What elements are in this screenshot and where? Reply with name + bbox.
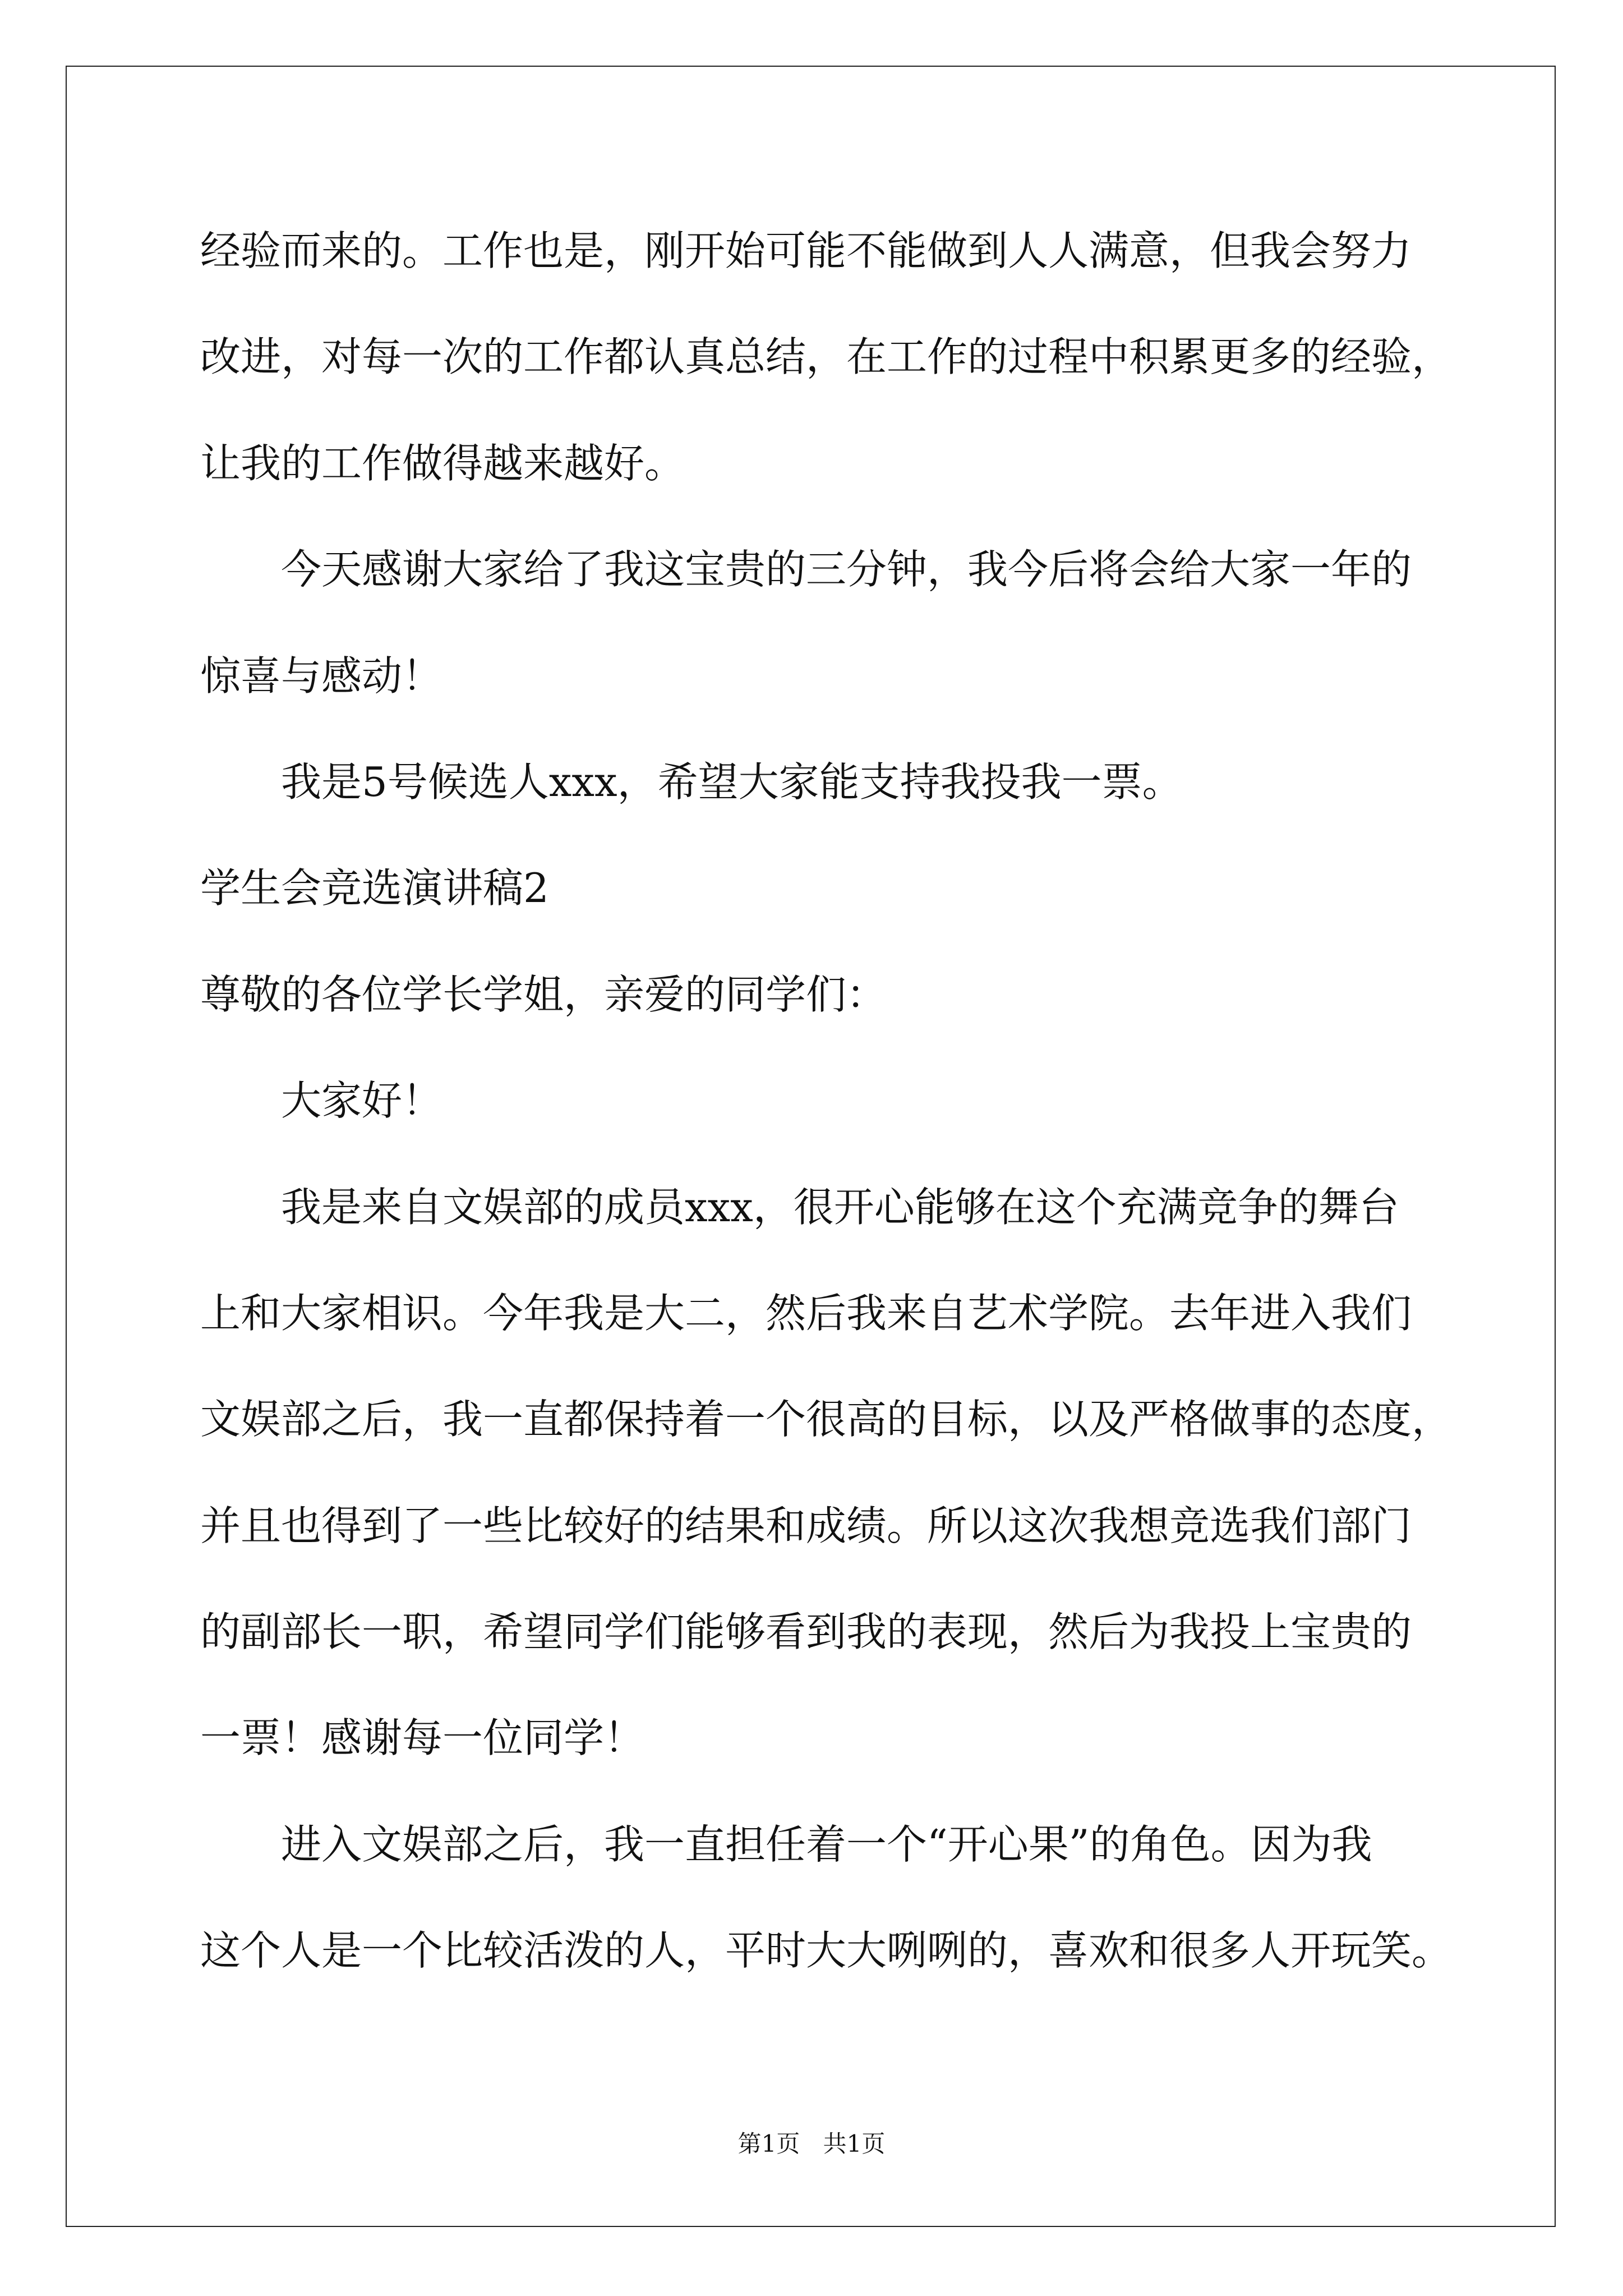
- paragraph: [200, 1154, 1501, 1792]
- text-line: 大家好！: [281, 1077, 443, 1125]
- text-line: 经验而来的。工作也是，刚开始可能不能做到人人满意，但我会努力: [200, 227, 1412, 274]
- text-line: 上和大家相识。今年我是大二，然后我来自艺术学院。去年进入我们: [200, 1289, 1412, 1337]
- paragraph: [200, 1048, 1501, 1154]
- text-line: 这个人是一个比较活泼的人，平时大大咧咧的，喜欢和很多人开玩笑。: [200, 1927, 1453, 1975]
- text-line: 并且也得到了一些比较好的结果和成绩。所以这次我想竞选我们部门: [200, 1502, 1412, 1549]
- text-line: 一票！感谢每一位同学！: [200, 1714, 645, 1762]
- text-line: 的副部长一职，希望同学们能够看到我的表现，然后为我投上宝贵的: [200, 1608, 1412, 1656]
- text-line: 我是来自文娱部的成员xxx，很开心能够在这个充满竞争的舞台: [281, 1183, 1399, 1231]
- paragraph: [200, 198, 1501, 517]
- text-line: 我是5号候选人xxx，希望大家能支持我投我一票。: [281, 758, 1183, 806]
- document-body: [200, 198, 1501, 2004]
- paragraph: [200, 1792, 1501, 2004]
- text-line: 改进，对每一次的工作都认真总结，在工作的过程中积累更多的经验，: [200, 333, 1453, 381]
- salutation: 尊敬的各位学长学姐，亲爱的同学们：: [200, 970, 887, 1018]
- text-line: 今天感谢大家给了我这宝贵的三分钟，我今后将会给大家一年的: [281, 546, 1412, 593]
- text-line: 惊喜与感动！: [200, 652, 443, 700]
- text-line: 文娱部之后，我一直都保持着一个很高的目标，以及严格做事的态度，: [200, 1396, 1453, 1443]
- section-title: 学生会竞选演讲稿2: [200, 864, 549, 912]
- text-line: 进入文娱部之后，我一直担任着一个“开心果”的角色。因为我: [281, 1820, 1372, 1868]
- paragraph: [200, 517, 1501, 729]
- page-footer-indicator: 第1页 共1页: [737, 2130, 886, 2157]
- text-line: 让我的工作做得越来越好。: [200, 439, 685, 487]
- paragraph: [200, 729, 1501, 835]
